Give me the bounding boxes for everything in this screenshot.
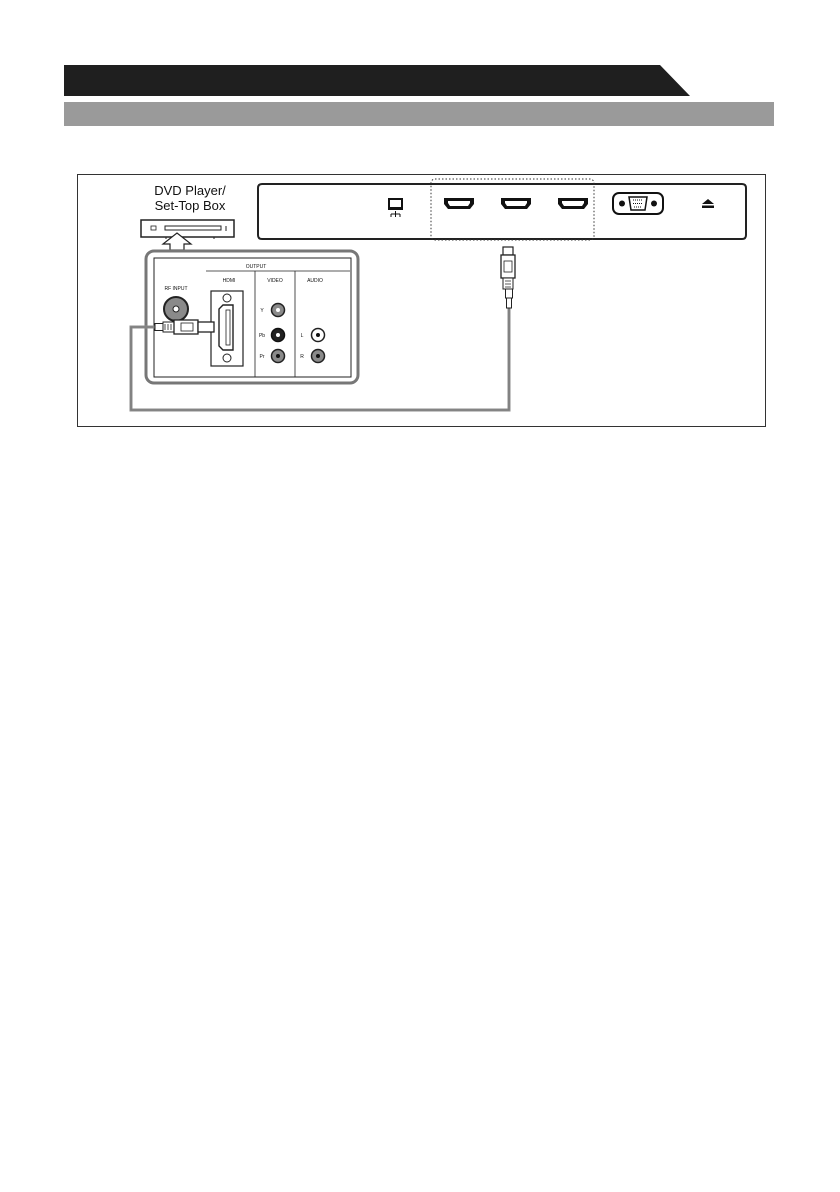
video-label: VIDEO [267, 278, 283, 284]
tv-back-panel [258, 179, 746, 240]
video-pr-jack[interactable] [272, 350, 285, 363]
device-label-line1: DVD Player/ [154, 183, 226, 198]
hdmi-label: HDMI [222, 278, 236, 284]
hdmi-port-icon[interactable] [558, 198, 588, 209]
hdmi-port-icon[interactable] [501, 198, 531, 209]
pb-label: Pb [258, 333, 266, 339]
rf-input-jack[interactable] [164, 297, 188, 321]
dvd-player-device [141, 220, 234, 239]
video-pb-jack[interactable] [272, 329, 285, 342]
output-label: OUTPUT [245, 264, 267, 270]
audio-label: AUDIO [307, 278, 323, 284]
hdmi-plug-tv-side [501, 247, 515, 308]
hdmi-output-port[interactable] [211, 291, 243, 366]
pr-label: Pr [259, 354, 265, 360]
y-label: Y [260, 308, 264, 314]
video-y-jack[interactable] [272, 304, 285, 317]
rf-input-label: RF INPUT [164, 286, 188, 292]
l-label: L [300, 333, 304, 339]
audio-r-jack[interactable] [312, 350, 325, 363]
r-label: R [300, 354, 304, 360]
audio-l-jack[interactable] [312, 329, 325, 342]
vga-port-icon[interactable] [613, 193, 663, 214]
hdmi-plug-dvd-side [155, 320, 214, 334]
device-label-line2: Set-Top Box [154, 198, 226, 213]
hdmi-port-icon[interactable] [444, 198, 474, 209]
dvd-back-panel [146, 251, 358, 383]
